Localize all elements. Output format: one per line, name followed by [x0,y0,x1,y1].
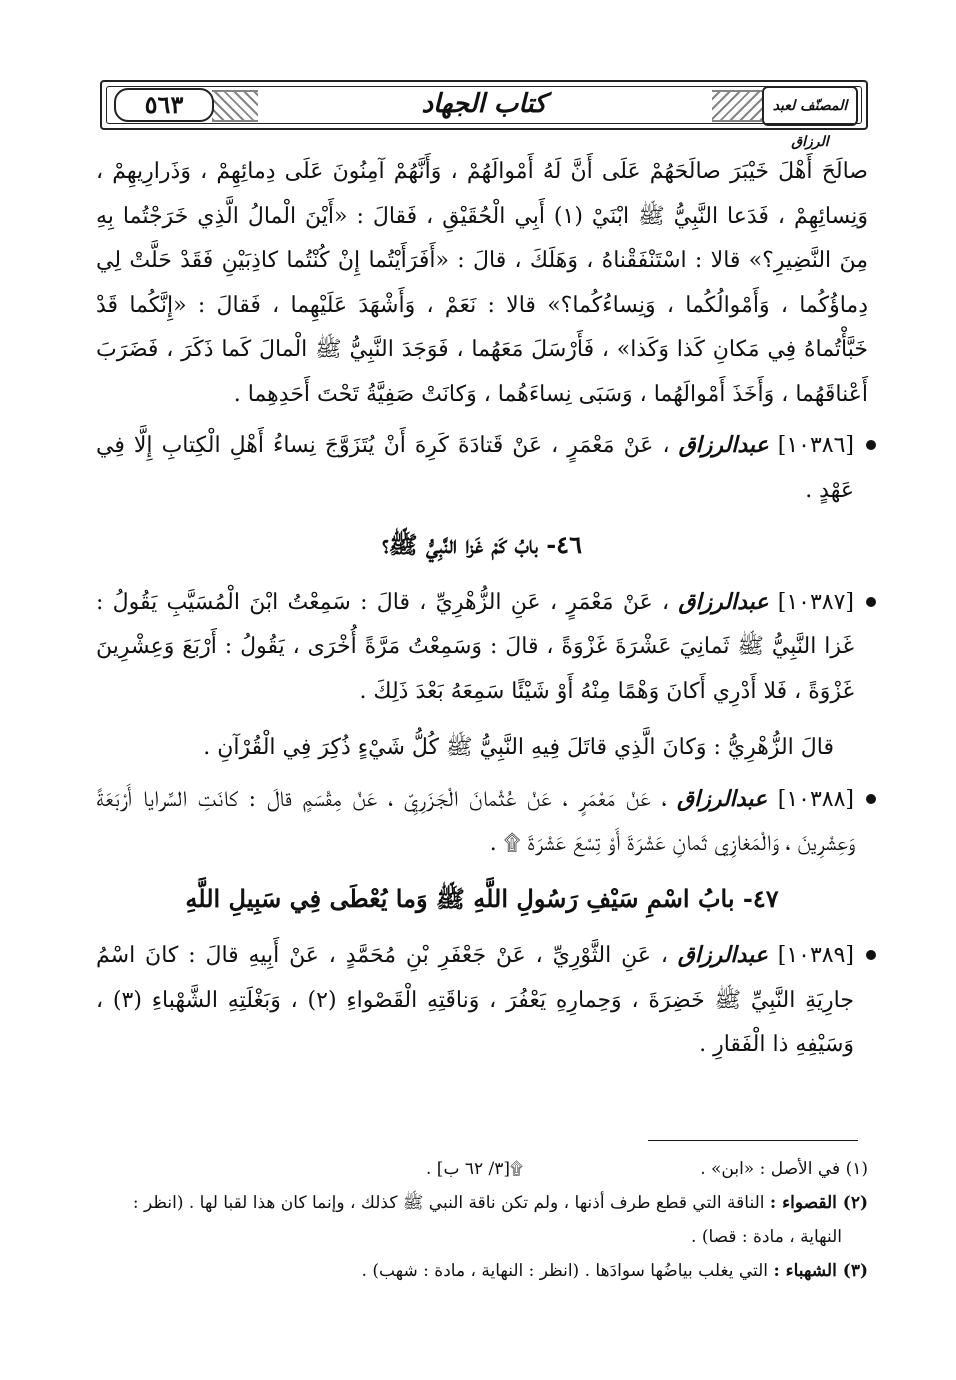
hadith-text: ، عَنْ مَعْمَرٍ ، عَنْ عُثْمانَ الْجَزَرِيِّ ، عَنْ مِقْسَمٍ قالَ : كانَتِ السَّرايا أَرْبَعَةً وَعِشْرِينَ ، وَالْمَغازِي ثَمانِ عَشْرَةَ أَوْ تِسْعَ عَشْرَةَ ۩ . [96,786,854,856]
hadith-10388 [96,777,868,867]
narrator: عبدالرزاق [678,588,769,615]
zuhri-statement: قالَ الزُّهْرِيُّ : وَكانَ الَّذِي قاتَلَ فِيهِ النَّبِيُّ ﷺ كُلُّ شَيْءٍ ذُكِرَ فِي الْقُرْآنِ . [203,735,834,760]
hadith-number: [١٠٣٨٨] [777,786,854,812]
footnote-1-row [96,1152,868,1186]
bullet-icon [866,440,876,450]
hadith-number: [١٠٣٨٩] [777,943,854,968]
hadith-10389 [96,933,868,1068]
page-header [100,80,868,150]
footnote-divider [648,1140,858,1141]
hadith-number: [١٠٣٨٧] [777,589,855,615]
footnote-text: الناقة التي قطع طرف أذنها ، ولم تكن ناقة النبي ﷺ كذلك ، وإنما كان هذا لقبا لها . (انظر : [132,1193,765,1213]
manuscript-reference: ۩[٣/ ٦٢ ب] . [426,1159,523,1179]
hadith-text: ، عَنْ مَعْمَرٍ ، عَنْ قَتادَةَ كَرِهَ أَنْ يُتَزَوَّجَ نِساءُ أَهْلِ الْكِتابِ إِلَّا فِي عَهْدٍ . [96,433,854,503]
ornament-right [712,90,762,122]
hadith-text: ، عَنِ الثَّوْرِيِّ ، عَنْ جَعْفَرِ بْنِ مُحَمَّدٍ ، عَنْ أَبِيهِ قالَ : كانَ اسْمُ جارِيَةِ النَّبِيِّ ﷺ خَضِرَةَ ، وَحِمارِهِ يَعْفُرَ ، وَناقَتِهِ الْقَصْواءِ (٢) ، وَبَغْلَتِهِ الشَّهْباءِ (٣) ، وَسَيْفِهِ ذا الْفَقارِ . [96,943,854,1057]
hadith-10387 [96,580,868,715]
hadith-number: [١٠٣٨٦] [777,433,854,458]
ornament-left [212,90,258,122]
footnote-term: (٢) القصواء : [769,1193,868,1213]
footnote-text: التي يغلب بياضُها سوادَها . (انظر : النهاية ، مادة : شهب) . [361,1261,769,1281]
footnotes [96,1152,868,1288]
page-number: ٥٦٣ [114,88,214,122]
narrator: عبدالرزاق [677,942,768,968]
footnote-2-continuation: النهاية ، مادة : قصا) . [691,1227,842,1247]
narrator: عبدالرزاق [677,785,768,812]
paragraph-continuation: صالَحَ أَهْلَ خَيْبَرَ صالَحَهُمْ عَلَى أَنَّ لَهُ أَمْوالَهُمْ ، وَأَنَّهُمْ آمِنُونَ عَلَى دِمائِهِمْ ، وَذَرارِيهِمْ ، وَنِسائِهِمْ ، فَدَعا النَّبِيُّ ﷺ ابْنَيْ (١) أَبِي الْحُقَيْقِ ، فَقالَ : «أَيْنَ الْمالُ الَّذِي خَرَجْتُما بِهِ مِنَ النَّضِيرِ؟» قالا : اسْتَنْفَقْناهُ ، وَهَلَكَ ، قالَ : «أَفَرَأَيْتُما إِنْ كُنْتُما كاذِبَيْنِ فَقَدْ حَلَّتْ لِي دِماؤُكُما ، وَأَمْوالُكُما ، وَنِساءُكُما؟» قالا : نَعَمْ ، وَأَشْهَدَ عَلَيْهِما ، فَقالَ : «إِنَّكُما قَدْ خَبَّأْتُماهُ فِي مَكانِ كَذا وَكَذا» ، فَأَرْسَلَ مَعَهُما ، فَوَجَدَ النَّبِيُّ ﷺ الْمالَ كَما ذَكَرَ ، فَضَرَبَ أَعْناقَهُما ، وَأَخَذَ أَمْوالَهُما ، وَسَبَى نِساءَهُما ، وَكانَتْ صَفِيَّةُ تَحْتَ أَحَدِهِما . [96,159,868,407]
bullet-icon [866,597,876,607]
footnote-2 [96,1186,868,1220]
footnote-1: (١) في الأصل : «ابن» . [700,1159,868,1179]
footnote-3 [96,1254,868,1288]
bullet-icon [866,794,876,804]
hadith-10386 [96,423,868,513]
narrator: عبدالرزاق [678,432,769,458]
chapter-heading-47: ٤٧- بابُ اسْمِ سَيْفِ رَسُولِ اللَّهِ ﷺ وَما يُعْطَى فِي سَبِيلِ اللَّهِ [185,883,779,913]
book-title: كتاب الجهاد [421,89,547,119]
hadith-text: ، عَنْ مَعْمَرٍ ، عَنِ الزُّهْرِيِّ ، قالَ : سَمِعْتُ ابْنَ الْمُسَيَّبِ يَقُولُ : غَزا النَّبِيُّ ﷺ ثَمانِيَ عَشْرَةَ غَزْوَةً ، قالَ : وَسَمِعْتُ مَرَّةً أُخْرَى ، يَقُولُ : أَرْبَعَ وَعِشْرِينَ غَزْوَةً ، فَلا أَدْرِي أَكانَ وَهْمًا مِنْهُ أَوْ شَيْئًا سَمِعَهُ بَعْدَ ذَلِكَ . [96,589,854,704]
bullet-icon [866,950,876,960]
main-text [96,150,868,1068]
chapter-heading-46: ٤٦- بابُ كَمْ غَزا النَّبِيُّ ﷺ؟ [382,530,582,559]
footnote-term: (٣) الشهباء : [773,1261,868,1281]
book-logo: المصنّف لعبد الرزاق [762,86,858,126]
